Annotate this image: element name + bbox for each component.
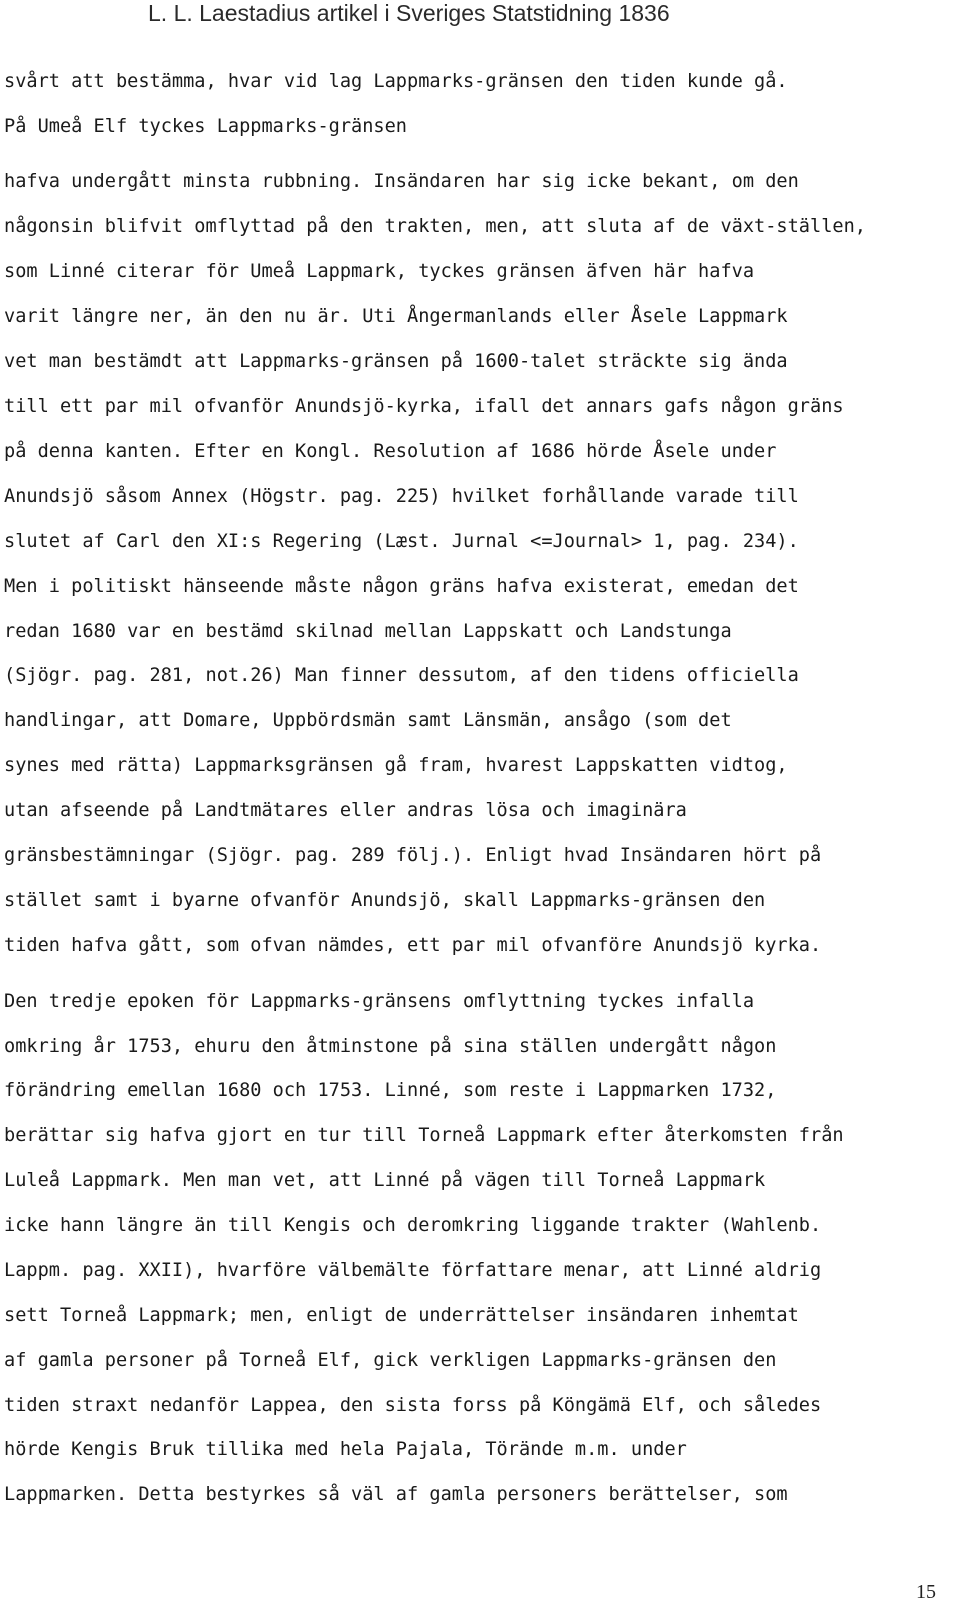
text-line: som Linné citerar för Umeå Lappmark, tyckes gränsen äfven här hafva	[4, 261, 755, 282]
text-line: hafva undergått minsta rubbning. Insändaren har sig icke bekant, om den	[4, 171, 799, 192]
text-line: hörde Kengis Bruk tillika med hela Pajala, Törände m.m. under	[4, 1439, 687, 1460]
text-line: varit längre ner, än den nu är. Uti Ångermanlands eller Åsele Lappmark	[4, 306, 788, 327]
text-line: icke hann längre än till Kengis och deromkring liggande trakter (Wahlenb.	[4, 1215, 822, 1236]
text-line: (Sjögr. pag. 281, not.26) Man finner dessutom, af den tidens officiella	[4, 665, 799, 686]
text-line: svårt att bestämma, hvar vid lag Lappmarks-gränsen den tiden kunde gå.	[4, 71, 788, 92]
text-line: På Umeå Elf tyckes Lappmarks-gränsen	[4, 116, 407, 137]
text-line: Den tredje epoken för Lappmarks-gränsens omflyttning tyckes infalla	[4, 991, 755, 1012]
text-line: vet man bestämdt att Lappmarks-gränsen på 1600-talet sträckte sig ända	[4, 351, 788, 372]
text-line: utan afseende på Landtmätares eller andras lösa och imaginära	[4, 800, 687, 821]
text-line: handlingar, att Domare, Uppbördsmän samt Länsmän, ansågo (som det	[4, 710, 732, 731]
text-line: gränsbestämningar (Sjögr. pag. 289 följ.). Enligt hvad Insändaren hört på	[4, 845, 822, 866]
page-header: L. L. Laestadius artikel i Sveriges Statstidning 1836	[148, 0, 670, 26]
text-line: Lappmarken. Detta bestyrkes så väl af gamla personers berättelser, som	[4, 1484, 788, 1505]
text-line: stället samt i byarne ofvanför Anundsjö, skall Lappmarks-gränsen den	[4, 890, 766, 911]
text-line: af gamla personer på Torneå Elf, gick verkligen Lappmarks-gränsen den	[4, 1350, 777, 1371]
text-line: slutet af Carl den XI:s Regering (Læst. Jurnal <=Journal> 1, pag. 234).	[4, 531, 799, 552]
text-line: sett Torneå Lappmark; men, enligt de underrättelser insändaren inhemtat	[4, 1305, 799, 1326]
text-line: omkring år 1753, ehuru den åtminstone på sina ställen undergått någon	[4, 1036, 777, 1057]
text-line: tiden hafva gått, som ofvan nämdes, ett par mil ofvanföre Anundsjö kyrka.	[4, 935, 822, 956]
text-line: Lappm. pag. XXII), hvarföre välbemälte författare menar, att Linné aldrig	[4, 1260, 822, 1281]
text-line: redan 1680 var en bestämd skilnad mellan Lappskatt och Landstunga	[4, 621, 732, 642]
text-line: Luleå Lappmark. Men man vet, att Linné på vägen till Torneå Lappmark	[4, 1170, 766, 1191]
text-line: till ett par mil ofvanför Anundsjö-kyrka, ifall det annars gafs någon gräns	[4, 396, 844, 417]
text-line: synes med rätta) Lappmarksgränsen gå fram, hvarest Lappskatten vidtog,	[4, 755, 788, 776]
text-line: Men i politiskt hänseende måste någon gräns hafva existerat, emedan det	[4, 576, 799, 597]
text-line: Anundsjö såsom Annex (Högstr. pag. 225) hvilket forhållande varade till	[4, 486, 799, 507]
text-line: på denna kanten. Efter en Kongl. Resolution af 1686 hörde Åsele under	[4, 441, 777, 462]
page-number: 15	[916, 1581, 936, 1603]
text-line: tiden straxt nedanför Lappea, den sista forss på Köngämä Elf, och således	[4, 1395, 822, 1416]
text-line: någonsin blifvit omflyttad på den trakten, men, att sluta af de växt-ställen,	[4, 216, 866, 237]
text-line: berättar sig hafva gjort en tur till Torneå Lappmark efter återkomsten från	[4, 1125, 844, 1146]
text-line: förändring emellan 1680 och 1753. Linné, som reste i Lappmarken 1732,	[4, 1080, 777, 1101]
